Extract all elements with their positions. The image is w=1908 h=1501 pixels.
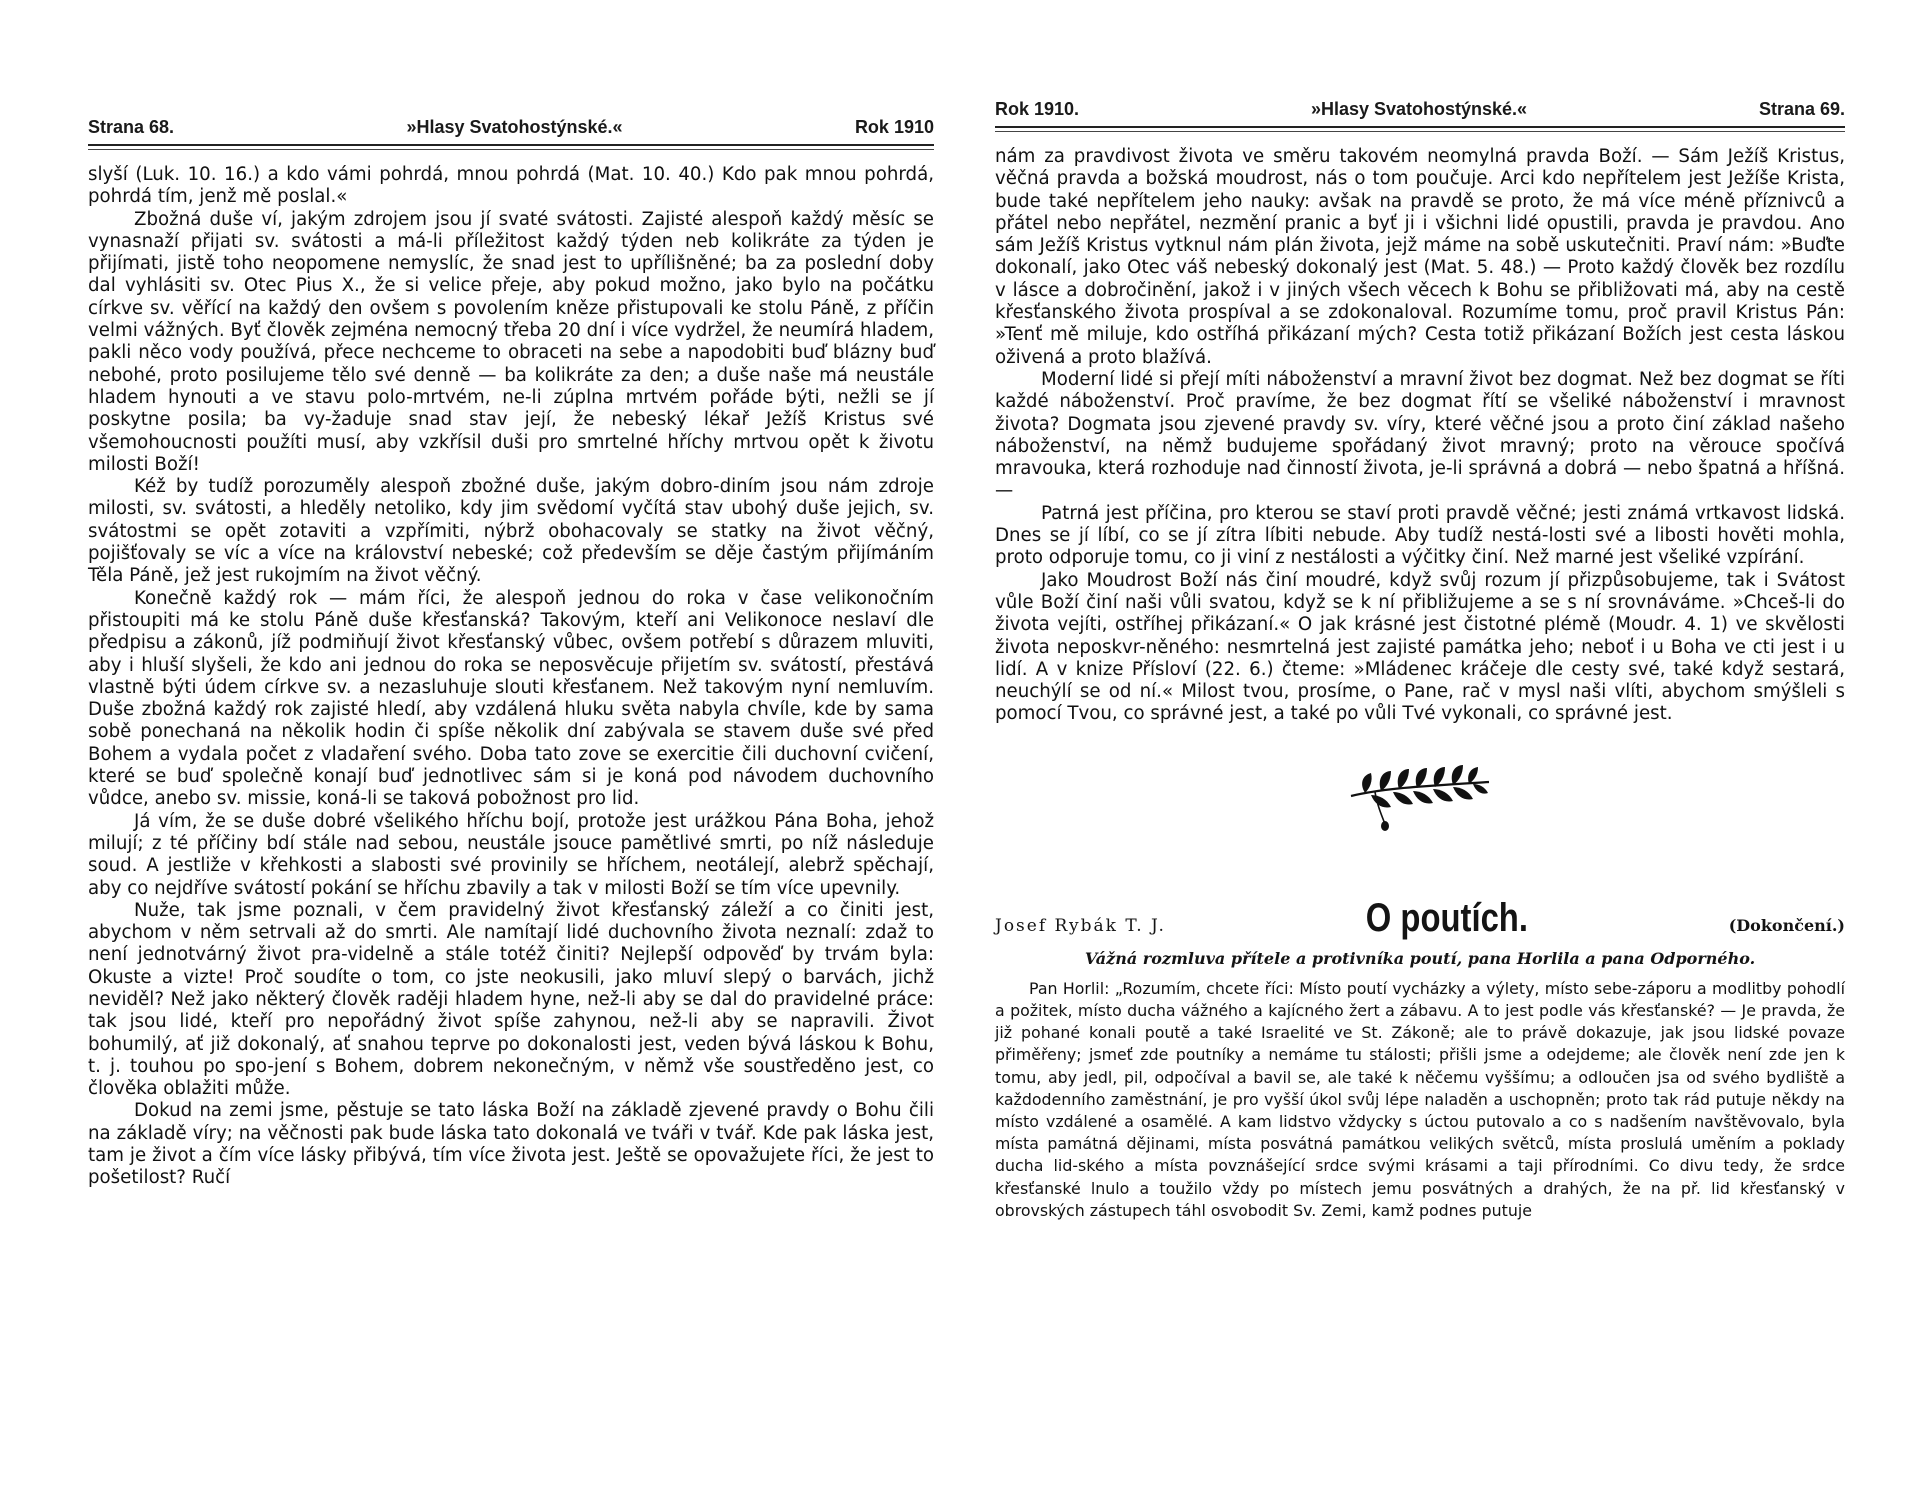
- page-number: Strana 69.: [1758, 99, 1845, 119]
- paragraph: Já vím, že se duše dobré všelikého hříchu bojí, protože jest urážkou Pána Boha, jehož milují; z té příčiny bdí stále nad sebou, neustále jsouce pamětlivé smrti, po níž následuje soud. A jestliže v křehkosti a slabosti své provinily se hříchem, neotálejí, alebrž spěchají, aby co nejdříve svátostí pokání se hříchu zbavily a tak v milosti Boží se tím více upevnily.: [88, 810, 934, 899]
- header-rule-thin: [995, 131, 1845, 132]
- header-rule: [88, 144, 934, 146]
- header-rule-thin: [88, 149, 934, 150]
- left-page-body: [88, 164, 934, 1190]
- paragraph: Zbožná duše ví, jakým zdrojem jsou jí svaté svátosti. Zajisté alespoň každý měsíc se vynasnaží přijati sv. svátosti a má-li příležitost každý týden neb kolikráte za týden je přijímati, jistě toho neopomene nemyslíc, že snad jest to upřílišněné; ba za poslední doby dal vyhlásiti sv. Otec Pius X., že si velice přeje, aby pokud možno, jako bylo na počátku církve sv. věřící na každý den ovšem s povolením kněze přistupovali ke stolu Páně, z příčin velmi vážných. Byť člověk zejména nemocný třeba 20 dní i více vydržel, že neumírá hladem, pakli něco vody používá, přece nechceme to obraceti na sebe a napodobiti buď blázny buď nebohé, proto posilujeme tělo své denně — ba kolikráte za den; a duše naše má neustále hladem hynouti a ve stavu polo-mrtvém, ne-li zúplna mrtvém pořáde býti, nežli se jí poskytne posila; ba vy-žaduje snad stav její, že nebeský lékař Ježíš Kristus své všemohoucnosti použíti musí, aby vzkřísil duši pro smrtelné hříchy mrtvou opět k životu milosti Boží!: [88, 208, 934, 475]
- year: Rok 1910.: [995, 99, 1080, 119]
- paragraph: Nuže, tak jsme poznali, v čem pravidelný život křesťanský záleží a co činiti jest, abychom v něm setrvali až do smrti. Ale namítají lidé duchovního života neznalí: zdaž to není jednotvárný život pra-videlně a stále totéž činiti? Nejlepší odpověď by trvám byla: Okuste a vizte! Proč soudíte o tom, co jste neokusili, jako mluví slepý o barvách, jichž neviděl? Než jako některý člověk raději hladem hyne, než-li aby se dal do pravidelné práce: tak jsou lidé, kteří pro nepořádný život spíše zahynou, než-li aby se napravili. Život bohumilý, ať již dokonalý, ať snahou teprve po dokonalosti jest, veden bývá láskou k Bohu, t. j. touhou po spo-jení s Bohem, dobrem nekonečným, v němž vše soustředěno jest, co člověka oblažiti může.: [88, 899, 934, 1100]
- paragraph: slyší (Luk. 10. 16.) a kdo vámi pohrdá, mnou pohrdá (Mat. 10. 40.) Kdo pak mnou pohrdá, pohrdá tím, jenž mě poslal.«: [88, 164, 934, 208]
- article-title: O poutích.: [1366, 895, 1529, 940]
- right-page-header: [995, 99, 1845, 120]
- paragraph: Moderní lidé si přejí míti náboženství a mravní život bez dogmat. Než bez dogmat se říti každé náboženství. Proč pravíme, že bez dogmat řítí se všeliké náboženství i mravnost života? Dogmata jsou zjevené pravdy sv. víry, které věčné jsou a proto činí základ našeho náboženství, na němž budujeme spořádaný život mravný; proto na věrouce spočívá mravouka, která rozhoduje nad činností života, je-li správná a dobrá — nebo špatná a hříšná. —: [995, 368, 1845, 502]
- year: Rok 1910: [854, 117, 934, 137]
- article-header: [995, 896, 1845, 941]
- paragraph: Pan Horlil: „Rozumím, chcete říci: Místo poutí vycházky a výlety, místo sebe-záporu a modlitby pohodlí a požitek, místo ducha vážného a kajícného žert a zábavu. A to jest podle vás křesťanské? — Je pravda, že již pohané konali poutě a také Israelité ve St. Zákoně; ale to právě dokazuje, jak jsou lidské povaze přiměřeny; jsmeť zde poutníky a nemáme tu stálosti; přišli jsme a odejdeme; ale člověk není zde jen k tomu, aby jedl, pil, odpočíval a bavil se, ale také k něčemu vyššímu; a odloučen jsa od svého bydliště a každodenního zaměstnání, je pro vyšší úkol svůj lépe naladěn a uschopněn; proto tak rád putuje někdy na místo vzdálené a osamělé. A kam lidstvo vždycky s úctou putovalo a co s nadšením navštěvovalo, byla místa památná dějinami, místa posvátná památkou velikých světců, místa proslulá uměním a poklady ducha lid-ského a místa povznášející srdce svými krásami a taji přírodními. Co divu tedy, že srdce křesťanské lnulo a toužilo vždy po místech jemu posvátných a drahých, že na př. lid křesťanský v obrovských zástupech táhl osvobodit Sv. Zemi, kamž podnes putuje: [995, 978, 1845, 1220]
- page-number: Strana 68.: [88, 117, 175, 137]
- leaf-branch-icon: [995, 752, 1845, 832]
- left-page: [88, 0, 934, 1190]
- article-body: [995, 978, 1845, 1222]
- left-page-header: [88, 117, 934, 138]
- article-note: (Dokončení.): [1728, 915, 1845, 935]
- magazine-title: »Hlasy Svatohostýnské.«: [406, 117, 623, 137]
- paragraph: Konečně každý rok — mám říci, že alespoň jednou do roka v čase velikonočním přistoupiti má ke stolu Páně duše křesťanská? Takovým, kteří ani Velikonoce neslaví dle předpisu a zákonů, jíž podmiňují život křesťanský vůbec, ovšem potřebí s důrazem mluviti, aby i hluší slyšeli, že kdo ani jednou do roka se neposvěcuje přijetím sv. svátostí, přestává vlastně býti údem církve sv. a nezasluhuje slouti křesťanem. Než takovým nyní nemluvím. Duše zbožná každý rok zajisté hledí, aby vzdálená hluku světa nabyla chvíle, kde by sama sobě ponechaná na několik hodin či spíše několik dní zabývala se stavem duše své před Bohem a vydala počet z vladaření svého. Doba tato zove se exercitie čili duchovní cvičení, které se buď společně konají buď jednotlivec sám si je koná pod návodem duchovního vůdce, anebo sv. missie, koná-li se taková pobožnost pro lid.: [88, 587, 934, 810]
- paragraph: Dokud na zemi jsme, pěstuje se tato láska Boží na základě zjevené pravdy o Bohu čili na základě víry; na věčnosti pak bude láska tato dokonalá ve tváři v tvář. Kde pak láska jest, tam je život a čím více lásky přibývá, tím více života jest. Ještě se opovažujete říci, že jest to pošetilost? Ručí: [88, 1100, 934, 1189]
- paragraph: Kéž by tudíž porozuměly alespoň zbožné duše, jakým dobro-diním jsou nám zdroje milosti, sv. svátosti, a hleděly netoliko, kdy jim svědomí vyčítá stav ubohý duše jejich, sv. svátostmi se opět zotaviti a vzpřímiti, nýbrž obohacovaly se statky na život věčný, pojišťovaly se víc a více na království nebeské; což především se děje častým přijímáním Těla Páně, jež jest rukojmím na život věčný.: [88, 476, 934, 587]
- article-subtitle: Vážná rozmluva přítele a protivníka poutí, pana Horlila a pana Odporného.: [1084, 948, 1756, 968]
- paragraph: Patrná jest příčina, pro kterou se staví proti pravdě věčné; jesti známá vrtkavost lidská. Dnes se jí líbí, co se jí zítra líbiti nebude. Aby tudíž nestá-losti své a libosti hověti mohla, proto odporuje tomu, co ji viní z nestálosti a výčitky činí. Než marné jest všeliké vzpírání.: [995, 502, 1845, 569]
- right-page: [995, 0, 1845, 1222]
- article-author: Josef Rybák T. J.: [995, 915, 1166, 936]
- header-rule: [995, 126, 1845, 128]
- paragraph: nám za pravdivost života ve směru takovém neomylná pravda Boží. — Sám Ježíš Kristus, věčná pravda a božská moudrost, nás o tom poučuje. Arci kdo nepřítelem jest Ježíše Krista, bude také nepřítelem jeho nauky: avšak na pravdě se proto, že má více méně příznivců a přátel nebo nepřátel, nezmění pranic a byť ji i všichni lidé opustili, pravda je pravdou. Ano sám Ježíš Kristus vytknul nám plán života, jejž máme na sobě uskutečniti. Praví nám: »Buďte dokonalí, jako Otec váš nebeský dokonalý jest (Mat. 5. 48.) — Proto každý člověk bez rozdílu v lásce a dobročinění, jakož i v jiných všech věcech k Bohu se přibližovati má, aby na cestě křesťanského života prospíval a se zdokonaloval. Rozumíme tomu, proč pravil Kristus Pán: »Tenť mě miluje, kdo ostříhá přikázaní mých? Cesta totiž přikázaní Božích jest cesta láskou oživená a proto blažívá.: [995, 146, 1845, 368]
- paragraph: Jako Moudrost Boží nás činí moudré, když svůj rozum jí přizpůsobujeme, tak i Svátost vůle Boží činí naši vůli svatou, když se k ní přibližujeme a se s ní srovnáváme. »Chceš-li do života vejíti, ostříhej přikázaní.« O jak krásné jest čistotné plémě (Moudr. 4. 1) ve skvělosti života neposkvr-něného: nesmrtelná jest zajisté památka jeho; neboť i u Boha ve cti jest i u lidí. A v knize Přísloví (22. 6.) čteme: »Mládenec kráčeje dle cesty své, také když sestará, neuchýlí se od ní.« Milost tvou, prosíme, o Pane, rač v mysl naši vlíti, abychom smýšleli s pomocí Tvou, co správné jest, a také po vůli Tvé vykonali, co správné jest.: [995, 569, 1845, 725]
- magazine-title: »Hlasy Svatohostýnské.«: [1310, 99, 1528, 119]
- right-page-body: [995, 146, 1845, 726]
